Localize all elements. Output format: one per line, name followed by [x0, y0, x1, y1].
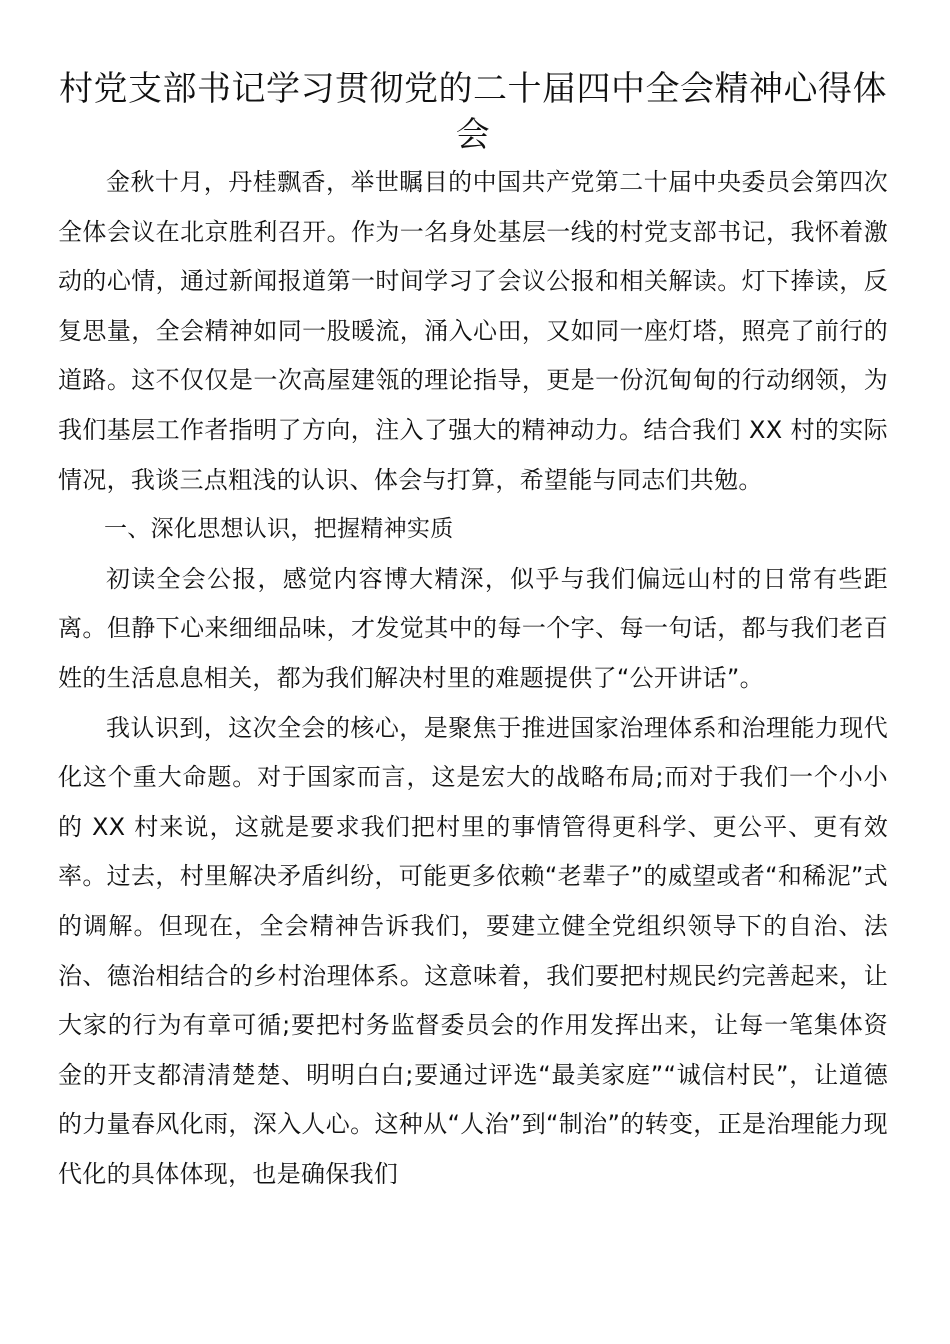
- intro-paragraph: 金秋十月，丹桂飘香，举世瞩目的中国共产党第二十届中央委员会第四次全体会议在北京胜利召开。作为一名身处基层一线的村党支部书记，我怀着激动的心情，通过新闻报道第一时间学习了会议公报和相关解读。灯下捧读，反复思量，全会精神如同一股暖流，涌入心田，又如同一座灯塔，照亮了前行的道路。这不仅仅是一次高屋建瓴的理论指导，更是一份沉甸甸的行动纲领，为我们基层工作者指明了方向，注入了强大的精神动力。结合我们 XX 村的实际情况，我谈三点粗浅的认识、体会与打算，希望能与同志们共勉。: [58, 168, 888, 494]
- document-title: 村党支部书记学习贯彻党的二十届四中全会精神心得体会: [59, 69, 887, 155]
- body-paragraph-1: 初读全会公报，感觉内容博大精深，似乎与我们偏远山村的日常有些距离。但静下心来细细品味，才发觉其中的每一个字、每一句话，都与我们老百姓的生活息息相关，都为我们解决村里的难题提供了“公开讲话”。: [58, 564, 888, 692]
- section-heading-1: 一、深化思想认识，把握精神实质: [104, 516, 454, 543]
- body-paragraph-2: 我认识到，这次全会的核心，是聚焦于推进国家治理体系和治理能力现代化这个重大命题。对于国家而言，这是宏大的战略布局;而对于我们一个小小的 XX 村来说，这就是要求我们把村里的事情管得更科学、更公平、更有效率。过去，村里解决矛盾纠纷，可能更多依赖“老辈子”的威望或者“和稀泥”式的调解。但现在，全会精神告诉我们，要建立健全党组织领导下的自治、法治、德治相结合的乡村治理体系。这意味着，我们要把村规民约完善起来，让大家的行为有章可循;要把村务监督委员会的作用发挥出来，让每一笔集体资金的开支都清清楚楚、明明白白;要通过评选“最美家庭”“诚信村民”，让道德的力量春风化雨，深入人心。这种从“人治”到“制治”的转变，正是治理能力现代化的具体体现，也是确保我们: [58, 713, 888, 1188]
- document-body: [58, 158, 888, 1199]
